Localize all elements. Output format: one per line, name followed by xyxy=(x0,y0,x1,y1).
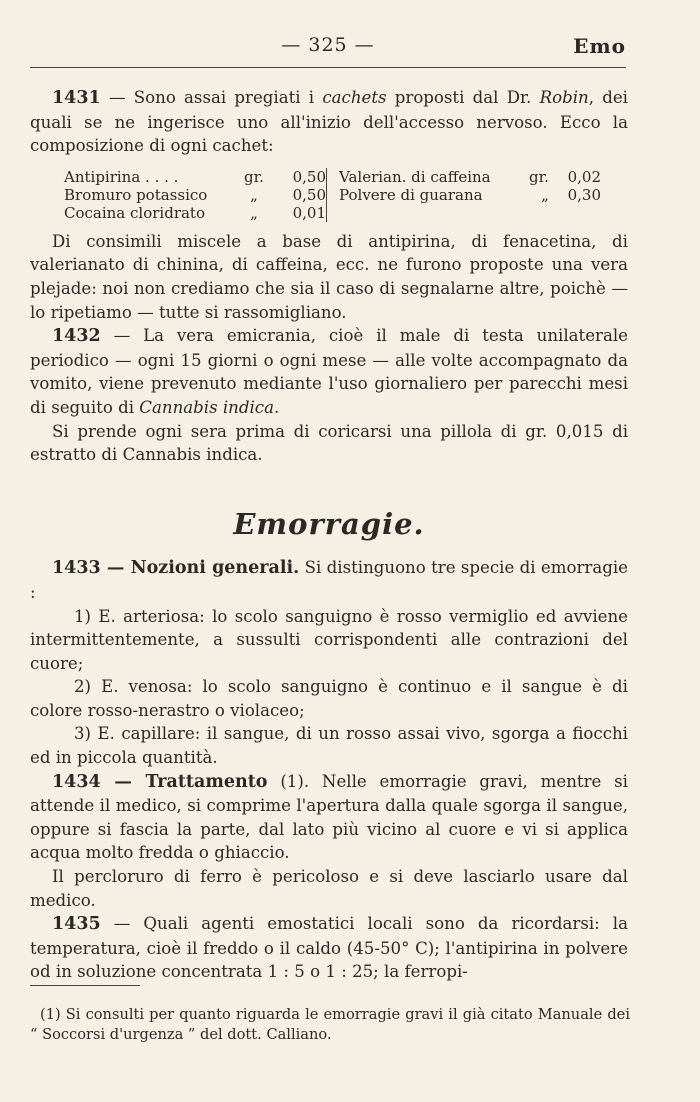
paragraph-1431-continued: Di consimili miscele a base di antipirina, di fenacetina, di valerianato di chinina, di caffeina, ecc. ne furono proposte una vera plejade: noi non crediamo che sia il caso di segnalarne altre, poichè — lo ripetiamo — tutte si rassomigliano. xyxy=(30,231,628,322)
paragraph-heading: — Trattamento xyxy=(100,771,268,792)
recipe-row: Bromuro potassico „ 0,50 xyxy=(64,185,326,204)
paragraph-number: 1433 xyxy=(52,558,101,579)
paragraph-number: 1431 xyxy=(52,88,101,108)
list-item: 3) E. capillare: il sangue, di un rosso assai vivo, sgorga a fiocchi ed in piccola quantità. xyxy=(30,724,628,768)
running-head: Emo xyxy=(573,34,626,58)
list-item: 1) E. arteriosa: lo scolo sanguigno è rosso vermiglio ed avviene intermittentemente, a sussulti corrispondenti alle contrazioni del cuore; xyxy=(30,606,628,673)
page-number: — 325 — xyxy=(281,34,375,56)
recipe-column-right xyxy=(326,168,601,222)
recipe-row: Cocaina cloridrato „ 0,01 xyxy=(64,203,326,222)
paragraph-1431: 1431 — Sono assai pregiati i cachets proposti dal Dr. Robin, dei quali se ne ingerisce uno all'inizio dell'accesso nervoso. Ecco la composizione di ogni cachet: xyxy=(30,88,628,156)
paragraph-1435: 1435 — Quali agenti emostatici locali sono da ricordarsi: la temperatura, cioè il freddo o il caldo (45-50° C); l'antipirina in polvere od in soluzione concentrata 1 : 5 o 1 : 25; la ferropi- xyxy=(30,914,628,982)
recipe-column-left xyxy=(64,168,326,222)
paragraph-number: 1432 xyxy=(52,326,101,347)
list-item: 2) E. venosa: lo scolo sanguigno è continuo e il sangue è di colore rosso-nerastro o violaceo; xyxy=(30,677,628,720)
recipe-row: Antipirina . . . . gr. 0,50 xyxy=(64,167,326,186)
page-body xyxy=(30,86,628,984)
paragraph-heading: — Nozioni generali. xyxy=(100,558,300,579)
footnote-rule xyxy=(30,985,140,986)
paragraph-1434: 1434 — Trattamento (1). Nelle emorragie gravi, mentre si attende il medico, si comprime l'apertura dalla quale sgorga il sangue, oppure si fascia la parte, dal lato più vicino al cuore e vi si applica acqua molto fredda o ghiaccio. xyxy=(30,771,628,863)
recipe-table xyxy=(64,168,628,222)
footnote: (1) Si consulti per quanto riguarda le emorragie gravi il già citato Manuale dei “ Soccorsi d'urgenza ” del dott. Calliano. xyxy=(30,1006,630,1043)
paragraph-1432: 1432 — La vera emicrania, cioè il male di testa unilaterale periodico — ogni 15 giorni o ogni mese — alle volte accompagnato da vomito, viene prevenuto mediante l'uso giornaliero per parecchi mesi di seguito di Cannabis indica. xyxy=(30,326,628,417)
paragraph-number: 1435 xyxy=(52,914,101,935)
page-header xyxy=(30,34,626,64)
recipe-row: Valerian. di caffeina gr. 0,02 xyxy=(339,167,601,186)
paragraph-1433: 1433 — Nozioni generali. Si distinguono tre specie di emorragie : xyxy=(30,558,628,602)
header-rule xyxy=(30,67,626,68)
section-title: Emorragie. xyxy=(233,506,425,541)
paragraph-1434-continued: Il percloruro di ferro è pericoloso e si deve lasciarlo usare dal medico. xyxy=(30,867,628,910)
recipe-row: Polvere di guarana „ 0,30 xyxy=(339,185,601,204)
paragraph-number: 1434 xyxy=(52,771,101,792)
paragraph-1432-continued: Si prende ogni sera prima di coricarsi una pillola di gr. 0,015 di estratto di Cannabis indica. xyxy=(30,421,628,465)
